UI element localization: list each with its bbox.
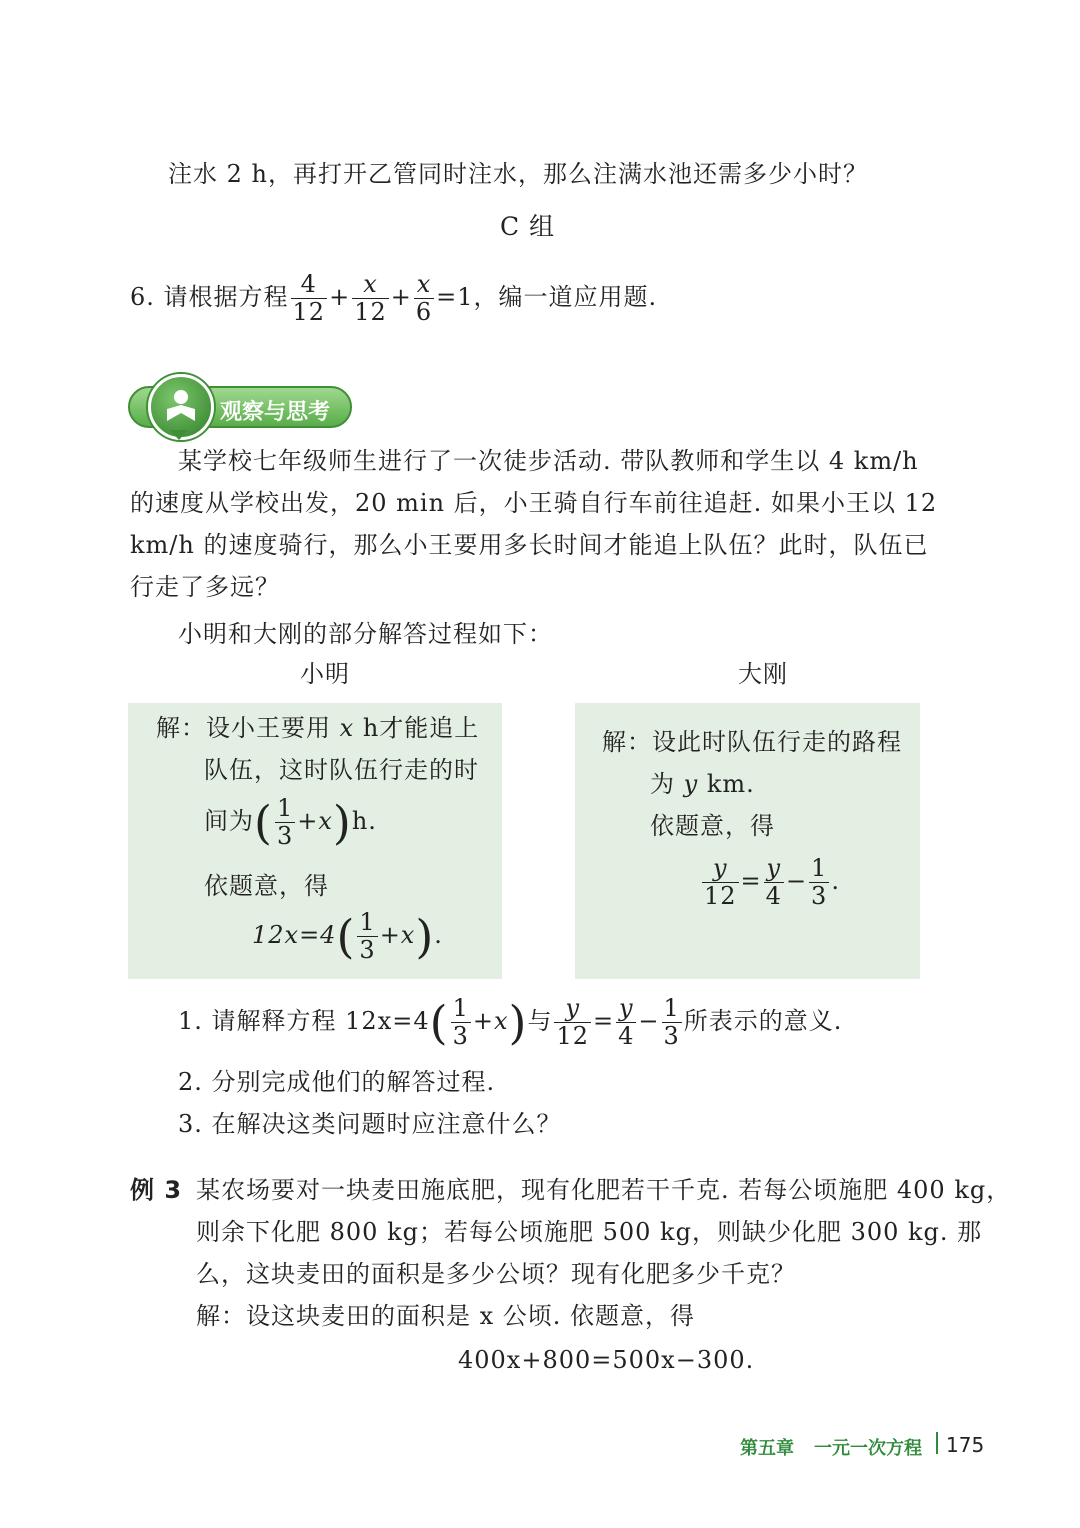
problem-6-suffix: 编一道应用题. <box>498 283 658 312</box>
equation-left: 12x=4 <box>252 921 337 950</box>
example-3-solution: 解：设这块麦田的面积是 x 公顷. 依题意，得 <box>196 1302 696 1330</box>
fraction-x-6 <box>414 272 434 325</box>
xiaoming-line-2: 队伍，这时队伍行走的时 <box>204 756 479 784</box>
xiaoming-line-4: 依题意，得 <box>204 872 329 900</box>
question-3: 3. 在解决这类问题时应注意什么？ <box>178 1110 562 1138</box>
fraction-numerator: 1 <box>663 994 680 1022</box>
fraction-numerator: 1 <box>359 908 376 936</box>
fraction-numerator: y <box>565 994 580 1022</box>
example-3-line-2: 则余下化肥 800 kg；若每公顷施肥 500 kg，则缺少化肥 300 kg. 那 <box>196 1218 983 1246</box>
question-2: 2. 分别完成他们的解答过程. <box>178 1068 496 1096</box>
fraction-denominator: 12 <box>292 298 326 327</box>
plus-x: +x <box>472 1007 509 1036</box>
fraction-denominator: 4 <box>618 1022 635 1051</box>
fraction-denominator: 6 <box>415 298 433 327</box>
xiaoming-name: 小明 <box>300 660 350 688</box>
plus-x: +x <box>297 807 333 836</box>
xiaoming-line-1 <box>156 714 479 743</box>
fraction-1-3 <box>809 856 829 909</box>
fraction-numerator: 1 <box>452 994 469 1022</box>
fraction-numerator: 1 <box>276 794 294 822</box>
problem-6 <box>130 272 657 325</box>
equals-sign: = <box>740 867 762 896</box>
equals-one: =1， <box>436 283 499 312</box>
right-paren: ) <box>415 909 435 964</box>
observe-paragraph: 某学校七年级师生进行了一次徒步活动. 带队教师和学生以 4 km/h 的速度从学校出发，20 min 后，小王骑自行车前往追赶. 如果小王以 12 km/h 的速度骑行，那么小王要用多长时间才能追上队伍？此时，队伍已行走了多远？ <box>130 447 938 601</box>
period: . <box>831 867 840 896</box>
fraction-numerator: 1 <box>811 854 828 882</box>
fraction-1-3 <box>662 996 682 1049</box>
variable-y: y <box>683 770 699 798</box>
dagang-text: 为 <box>650 770 675 798</box>
fraction-x-12 <box>352 272 389 325</box>
variable-x: x <box>339 714 355 742</box>
question-1-prefix: 1. 请解释方程 12x=4 <box>178 1007 430 1036</box>
xiaoming-text: h. <box>351 807 377 836</box>
fraction-numerator: x <box>416 270 432 298</box>
fraction-denominator: 12 <box>556 1022 589 1051</box>
equals-sign: = <box>593 1007 615 1036</box>
badge-label: 观察与思考 <box>220 400 331 425</box>
dagang-line-1: 解：设此时队伍行走的路程 <box>602 728 902 756</box>
fraction-numerator: y <box>766 854 782 882</box>
xiaoming-text: 间为 <box>204 807 254 836</box>
xiaoming-line-3 <box>204 796 377 849</box>
left-paren: ( <box>254 795 273 850</box>
solution-intro: 小明和大刚的部分解答过程如下： <box>178 620 553 648</box>
fraction-denominator: 3 <box>359 936 376 965</box>
problem-6-prefix: 6. 请根据方程 <box>130 283 289 312</box>
fraction-numerator: y <box>618 994 634 1022</box>
right-paren: ) <box>508 995 528 1050</box>
fraction-y-12 <box>702 856 739 909</box>
footer-chapter: 第五章 <box>740 1438 794 1459</box>
fraction-denominator: 3 <box>811 882 828 911</box>
dagang-line-3: 依题意，得 <box>650 812 775 840</box>
fraction-denominator: 3 <box>452 1022 469 1051</box>
badge-pointer-icon <box>170 430 188 440</box>
left-paren: ( <box>429 995 449 1050</box>
page-number: 175 <box>946 1433 985 1457</box>
plus-sign: + <box>390 283 412 312</box>
example-3-line-3: 么，这块麦田的面积是多少公顷？现有化肥多少千克？ <box>196 1260 796 1288</box>
reader-figure-icon <box>151 377 211 437</box>
footer-divider <box>936 1432 938 1454</box>
dagang-name: 大刚 <box>738 660 788 688</box>
fraction-numerator: 4 <box>300 270 317 298</box>
group-title: C 组 <box>500 212 556 241</box>
fraction-y-4 <box>764 856 784 909</box>
period: . <box>434 921 443 950</box>
question-1 <box>178 996 842 1049</box>
fraction-denominator: 12 <box>704 882 737 911</box>
dagang-line-2 <box>650 770 755 799</box>
xiaoming-equation <box>252 910 443 963</box>
fraction-1-3 <box>357 910 377 963</box>
footer-chapter-title: 一元一次方程 <box>814 1438 922 1459</box>
question-1-mid: 与 <box>527 1007 553 1036</box>
xiaoming-text: h才能追上 <box>354 714 480 742</box>
left-paren: ( <box>336 909 356 964</box>
fraction-denominator: 12 <box>354 298 387 327</box>
fraction-y-4 <box>616 996 636 1049</box>
fraction-1-3 <box>275 796 295 849</box>
plus-x: +x <box>379 921 416 950</box>
fraction-denominator: 3 <box>276 822 294 851</box>
fraction-4-12 <box>291 272 328 325</box>
example-3-label: 例 3 <box>130 1176 183 1204</box>
right-paren: ) <box>332 795 352 850</box>
fraction-y-12 <box>554 996 591 1049</box>
dagang-equation <box>700 856 840 909</box>
fraction-1-3 <box>451 996 471 1049</box>
question-1-suffix: 所表示的意义. <box>683 1007 843 1036</box>
example-3-line-1: 某农场要对一块麦田施底肥，现有化肥若干千克. 若每公顷施肥 400 kg， <box>196 1176 1012 1204</box>
fraction-numerator: x <box>363 270 378 298</box>
fraction-numerator: y <box>712 854 728 882</box>
plus-sign: + <box>329 283 351 312</box>
example-3-equation: 400x+800=500x−300. <box>458 1346 755 1374</box>
minus-sign: − <box>638 1007 660 1036</box>
minus-sign: − <box>785 867 808 896</box>
xiaoming-text: 解：设小王要用 <box>156 714 331 742</box>
problem-continuation-line: 注水 2 h，再打开乙管同时注水，那么注满水池还需多少小时？ <box>168 160 868 188</box>
dagang-text: km. <box>698 770 755 798</box>
fraction-denominator: 3 <box>663 1022 680 1051</box>
fraction-denominator: 4 <box>765 882 782 911</box>
